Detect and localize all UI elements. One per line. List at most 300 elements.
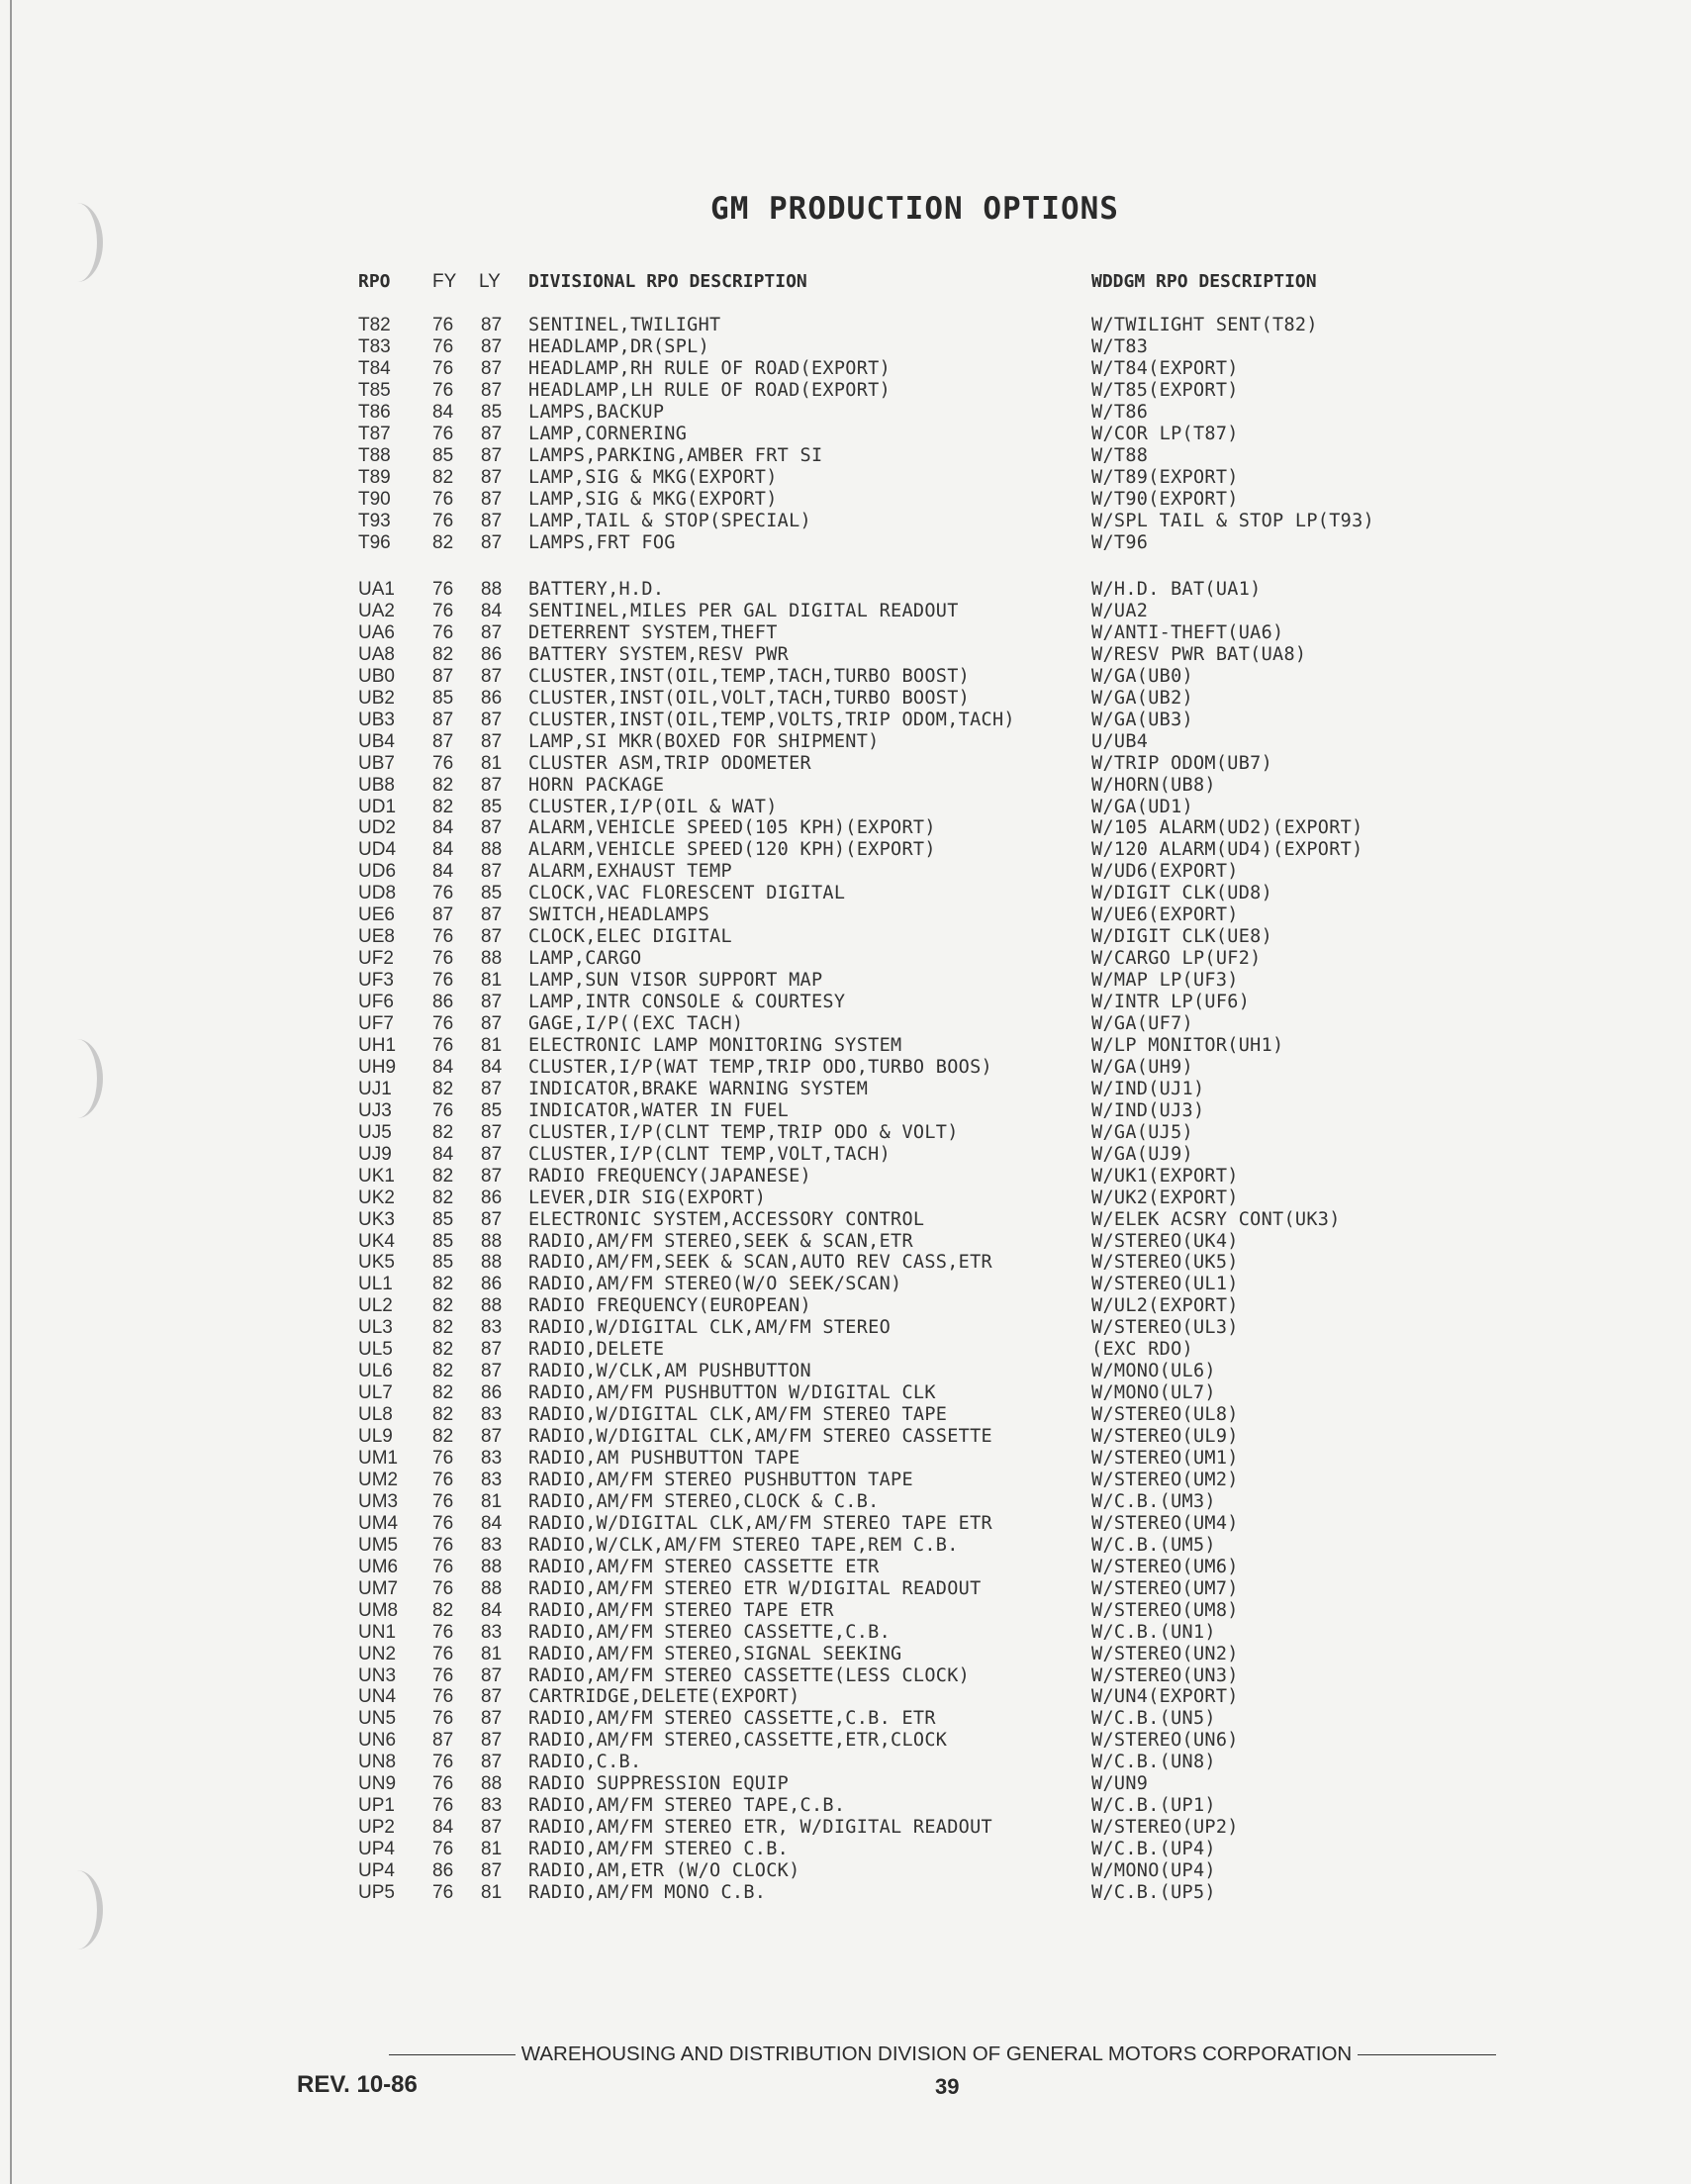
rpo-code: UB0 [358, 665, 395, 687]
rpo-code: UL8 [358, 1404, 393, 1426]
first-year: 82 [432, 643, 454, 665]
wddgm-description: W/C.B.(UN8) [1091, 1752, 1216, 1773]
divisional-description: SENTINEL,MILES PER GAL DIGITAL READOUT [528, 600, 959, 621]
last-year: 87 [481, 774, 503, 796]
first-year: 76 [432, 1512, 454, 1534]
first-year: 76 [432, 1013, 454, 1034]
wddgm-description: W/RESV PWR BAT(UA8) [1091, 643, 1307, 665]
table-row [0, 731, 1691, 753]
first-year: 76 [432, 1795, 454, 1817]
wddgm-description: W/STEREO(UL9) [1091, 1426, 1239, 1448]
divisional-description: INDICATOR,WATER IN FUEL [528, 1099, 790, 1121]
rpo-code: UH9 [358, 1056, 397, 1078]
wddgm-description: W/STEREO(UK5) [1091, 1252, 1239, 1274]
first-year: 82 [432, 1339, 454, 1361]
last-year: 87 [481, 379, 503, 401]
last-year: 87 [481, 335, 503, 357]
last-year: 85 [481, 401, 503, 423]
divisional-description: RADIO,W/DIGITAL CLK,AM/FM STEREO TAPE ETR [528, 1512, 992, 1534]
first-year: 84 [432, 839, 454, 861]
last-year: 87 [481, 1013, 503, 1034]
first-year: 76 [432, 752, 454, 774]
rpo-code: UA8 [358, 643, 395, 665]
last-year: 85 [481, 1099, 503, 1121]
rpo-code: T83 [358, 335, 391, 357]
rpo-code: UE6 [358, 904, 395, 926]
last-year: 86 [481, 1274, 503, 1295]
wddgm-description: W/UE6(EXPORT) [1091, 904, 1239, 926]
rpo-code: UP2 [358, 1817, 395, 1839]
rpo-code: UD8 [358, 883, 397, 904]
first-year: 76 [432, 883, 454, 904]
wddgm-description: W/UD6(EXPORT) [1091, 861, 1239, 883]
rpo-code: UA6 [358, 621, 395, 643]
wddgm-description: W/T83 [1091, 335, 1149, 357]
wddgm-description: W/GA(UB3) [1091, 709, 1193, 730]
table-row [0, 1557, 1691, 1578]
wddgm-description: W/GA(UB0) [1091, 665, 1193, 687]
last-year: 87 [481, 1708, 503, 1730]
table-row [0, 1470, 1691, 1491]
table-row [0, 992, 1691, 1013]
divisional-description: RADIO,DELETE [528, 1339, 665, 1361]
table-row [0, 380, 1691, 402]
last-year: 87 [481, 1860, 503, 1882]
first-year: 82 [432, 1382, 454, 1404]
table-row [0, 666, 1691, 688]
table-row [0, 1882, 1691, 1904]
first-year: 84 [432, 1143, 454, 1165]
last-year: 81 [481, 1839, 503, 1860]
last-year: 87 [481, 1664, 503, 1686]
footer-rule-right [1358, 2054, 1496, 2055]
wddgm-description: W/IND(UJ3) [1091, 1099, 1205, 1121]
rpo-code: UL1 [358, 1274, 393, 1295]
last-year: 88 [481, 1773, 503, 1795]
rpo-code: UK5 [358, 1252, 395, 1274]
last-year: 83 [481, 1404, 503, 1426]
rpo-code: UM3 [358, 1490, 399, 1512]
rpo-code: UB2 [358, 687, 395, 709]
first-year: 82 [432, 1599, 454, 1621]
wddgm-description: W/TWILIGHT SENT(T82) [1091, 315, 1318, 335]
rpo-code: T84 [358, 357, 391, 379]
table-row [0, 753, 1691, 775]
divisional-description: HEADLAMP,DR(SPL) [528, 335, 710, 357]
table-row [0, 1231, 1691, 1253]
last-year: 88 [481, 1556, 503, 1577]
rpo-code: UA2 [358, 600, 395, 621]
divisional-description: LAMPS,PARKING,AMBER FRT SI [528, 444, 823, 466]
last-year: 87 [481, 621, 503, 643]
divisional-description: ALARM,EXHAUST TEMP [528, 861, 732, 883]
last-year: 81 [481, 970, 503, 992]
wddgm-description: W/T96 [1091, 531, 1149, 553]
divisional-description: CLUSTER,INST(OIL,TEMP,VOLTS,TRIP ODOM,TACH) [528, 709, 1015, 730]
first-year: 85 [432, 1252, 454, 1274]
wddgm-description: W/UN4(EXPORT) [1091, 1686, 1239, 1708]
first-year: 76 [432, 488, 454, 510]
first-year: 84 [432, 861, 454, 883]
rpo-code: UK1 [358, 1165, 395, 1187]
table-row [0, 710, 1691, 731]
divisional-description: LAMP,SIG & MKG(EXPORT) [528, 466, 778, 488]
rpo-code: UN4 [358, 1686, 397, 1708]
wddgm-description: W/MONO(UP4) [1091, 1860, 1216, 1882]
rpo-code: UL6 [358, 1361, 393, 1382]
wddgm-description: W/GA(UJ9) [1091, 1143, 1193, 1165]
wddgm-description: W/120 ALARM(UD4)(EXPORT) [1091, 839, 1363, 861]
wddgm-description: W/STEREO(UN3) [1091, 1664, 1239, 1686]
first-year: 87 [432, 665, 454, 687]
divisional-description: CLUSTER ASM,TRIP ODOMETER [528, 752, 811, 774]
last-year: 84 [481, 1056, 503, 1078]
divisional-description: RADIO,W/DIGITAL CLK,AM/FM STEREO CASSETTE [528, 1426, 992, 1448]
divisional-description: HORN PACKAGE [528, 774, 665, 796]
wddgm-description: W/STEREO(UL1) [1091, 1274, 1239, 1295]
rpo-code: UJ1 [358, 1078, 392, 1099]
last-year: 87 [481, 488, 503, 510]
page-title: GM PRODUCTION OPTIONS [710, 191, 1119, 227]
last-year: 87 [481, 357, 503, 379]
table-row [0, 1578, 1691, 1600]
table-row [0, 1079, 1691, 1100]
divisional-description: RADIO,AM/FM STEREO C.B. [528, 1839, 790, 1860]
last-year: 87 [481, 730, 503, 752]
table-row [0, 445, 1691, 467]
table-row [0, 1773, 1691, 1795]
divisional-description: RADIO,W/DIGITAL CLK,AM/FM STEREO [528, 1317, 892, 1339]
wddgm-description: W/DIGIT CLK(UE8) [1091, 926, 1273, 948]
table-row [0, 579, 1691, 601]
wddgm-description: W/STEREO(UM6) [1091, 1556, 1239, 1577]
first-year: 76 [432, 1882, 454, 1903]
wddgm-description: W/T85(EXPORT) [1091, 379, 1239, 401]
table-row [0, 839, 1691, 861]
first-year: 76 [432, 335, 454, 357]
first-year: 84 [432, 1817, 454, 1839]
rpo-code: UD1 [358, 796, 397, 817]
rpo-code: UP4 [358, 1860, 395, 1882]
rpo-code: UL9 [358, 1426, 393, 1448]
rpo-code: UN5 [358, 1708, 397, 1730]
rpo-code: UN2 [358, 1643, 397, 1664]
first-year: 85 [432, 444, 454, 466]
last-year: 87 [481, 817, 503, 839]
divisional-description: SENTINEL,TWILIGHT [528, 315, 721, 335]
wddgm-description: W/STEREO(UP2) [1091, 1817, 1239, 1839]
wddgm-description: W/STEREO(UM1) [1091, 1448, 1239, 1469]
wddgm-description: W/STEREO(UK4) [1091, 1230, 1239, 1252]
table-row [0, 601, 1691, 622]
first-year: 76 [432, 510, 454, 531]
table-row [0, 1600, 1691, 1622]
wddgm-description: W/UA2 [1091, 600, 1149, 621]
first-year: 82 [432, 1078, 454, 1099]
table-row [0, 1665, 1691, 1687]
last-year: 87 [481, 466, 503, 488]
last-year: 87 [481, 1143, 503, 1165]
first-year: 87 [432, 1730, 454, 1752]
wddgm-description: W/GA(UF7) [1091, 1013, 1193, 1034]
table-row [0, 1426, 1691, 1448]
rpo-code: UM6 [358, 1556, 399, 1577]
last-year: 87 [481, 1730, 503, 1752]
first-year: 82 [432, 1274, 454, 1295]
divisional-description: RADIO,AM/FM STEREO,SIGNAL SEEKING [528, 1643, 902, 1664]
rpo-code: UA1 [358, 579, 395, 600]
first-year: 76 [432, 621, 454, 643]
wddgm-description: W/TRIP ODOM(UB7) [1091, 752, 1273, 774]
header-fy: FY [432, 271, 457, 292]
rpo-code: T93 [358, 510, 391, 531]
last-year: 87 [481, 926, 503, 948]
last-year: 84 [481, 1512, 503, 1534]
table-row [0, 1491, 1691, 1513]
rpo-code: UM8 [358, 1599, 399, 1621]
rpo-code: UF2 [358, 948, 394, 970]
table-row [0, 1686, 1691, 1708]
table-row [0, 883, 1691, 904]
table-row [0, 1795, 1691, 1817]
table-row [0, 1274, 1691, 1295]
rpo-code: UL3 [358, 1317, 393, 1339]
rpo-code: UN6 [358, 1730, 397, 1752]
last-year: 83 [481, 1534, 503, 1556]
table-row [0, 467, 1691, 489]
wddgm-description: W/SPL TAIL & STOP LP(T93) [1091, 510, 1374, 531]
table-row [0, 1100, 1691, 1122]
divisional-description: LAMP,SI MKR(BOXED FOR SHIPMENT) [528, 730, 880, 752]
footer-division-line [302, 2042, 1583, 2066]
table-row [0, 817, 1691, 839]
wddgm-description: W/C.B.(UP4) [1091, 1839, 1216, 1860]
wddgm-description: W/GA(UH9) [1091, 1056, 1193, 1078]
footer-rule-left [389, 2054, 516, 2055]
first-year: 76 [432, 1534, 454, 1556]
rpo-code: UB3 [358, 709, 395, 730]
last-year: 87 [481, 1426, 503, 1448]
divisional-description: ELECTRONIC SYSTEM,ACCESSORY CONTROL [528, 1208, 925, 1230]
rpo-code: UJ3 [358, 1099, 392, 1121]
table-row [0, 861, 1691, 883]
wddgm-description: W/STEREO(UM2) [1091, 1469, 1239, 1490]
first-year: 86 [432, 1860, 454, 1882]
first-year: 76 [432, 1839, 454, 1860]
last-year: 88 [481, 948, 503, 970]
header-rpo: RPO [358, 271, 391, 292]
table-row [0, 1382, 1691, 1404]
divisional-description: RADIO,W/DIGITAL CLK,AM/FM STEREO TAPE [528, 1404, 948, 1426]
table-row [0, 315, 1691, 336]
divisional-description: RADIO,AM/FM STEREO ETR, W/DIGITAL READOUT [528, 1817, 992, 1839]
rpo-code: T87 [358, 423, 391, 444]
last-year: 88 [481, 1295, 503, 1317]
rpo-code: T82 [358, 315, 391, 335]
divisional-description: RADIO,AM/FM STEREO,SEEK & SCAN,ETR [528, 1230, 913, 1252]
header-wddgm-description: WDDGM RPO DESCRIPTION [1091, 271, 1317, 292]
rpo-code: UH1 [358, 1034, 397, 1056]
last-year: 81 [481, 1034, 503, 1056]
rpo-code: T89 [358, 466, 391, 488]
first-year: 84 [432, 817, 454, 839]
rpo-code: UN1 [358, 1621, 397, 1643]
wddgm-description: W/T90(EXPORT) [1091, 488, 1239, 510]
divisional-description: ALARM,VEHICLE SPEED(120 KPH)(EXPORT) [528, 839, 936, 861]
divisional-description: LAMP,SUN VISOR SUPPORT MAP [528, 970, 823, 992]
first-year: 82 [432, 1361, 454, 1382]
first-year: 82 [432, 1426, 454, 1448]
rpo-code: UJ5 [358, 1121, 392, 1143]
first-year: 87 [432, 730, 454, 752]
divisional-description: CLOCK,ELEC DIGITAL [528, 926, 732, 948]
wddgm-description: W/C.B.(UP5) [1091, 1882, 1216, 1903]
table-row [0, 1317, 1691, 1339]
rpo-code: UF7 [358, 1013, 394, 1034]
first-year: 76 [432, 1752, 454, 1773]
first-year: 76 [432, 315, 454, 335]
first-year: 76 [432, 1448, 454, 1469]
wddgm-description: W/GA(UD1) [1091, 796, 1193, 817]
divisional-description: CLUSTER,INST(OIL,VOLT,TACH,TURBO BOOST) [528, 687, 971, 709]
wddgm-description: W/STEREO(UL3) [1091, 1317, 1239, 1339]
last-year: 86 [481, 1382, 503, 1404]
rpo-code: UB4 [358, 730, 395, 752]
first-year: 76 [432, 1577, 454, 1599]
divisional-description: RADIO FREQUENCY(JAPANESE) [528, 1165, 811, 1187]
first-year: 76 [432, 1469, 454, 1490]
table-row [0, 1708, 1691, 1730]
rpo-code: UP1 [358, 1795, 395, 1817]
table-row [0, 1144, 1691, 1166]
last-year: 81 [481, 752, 503, 774]
first-year: 76 [432, 1034, 454, 1056]
last-year: 87 [481, 665, 503, 687]
first-year: 76 [432, 1773, 454, 1795]
table-row [0, 1622, 1691, 1644]
first-year: 85 [432, 1230, 454, 1252]
wddgm-description: W/STEREO(UM7) [1091, 1577, 1239, 1599]
last-year: 87 [481, 1361, 503, 1382]
table-row [0, 1187, 1691, 1209]
divisional-description: INDICATOR,BRAKE WARNING SYSTEM [528, 1078, 869, 1099]
last-year: 83 [481, 1317, 503, 1339]
divisional-description: LAMP,CARGO [528, 948, 642, 970]
rpo-code: T85 [358, 379, 391, 401]
first-year: 76 [432, 579, 454, 600]
wddgm-description: W/STEREO(UN2) [1091, 1643, 1239, 1664]
divisional-description: LAMPS,BACKUP [528, 401, 665, 423]
wddgm-description: W/MAP LP(UF3) [1091, 970, 1239, 992]
divisional-description: RADIO,AM/FM STEREO,CLOCK & C.B. [528, 1490, 880, 1512]
first-year: 82 [432, 796, 454, 817]
first-year: 76 [432, 423, 454, 444]
table-row [0, 948, 1691, 970]
table-row [0, 1209, 1691, 1231]
table-row [0, 1361, 1691, 1382]
table-row [0, 797, 1691, 818]
last-year: 87 [481, 1165, 503, 1187]
last-year: 87 [481, 992, 503, 1013]
first-year: 85 [432, 687, 454, 709]
first-year: 82 [432, 1295, 454, 1317]
first-year: 76 [432, 1099, 454, 1121]
table-row [0, 970, 1691, 992]
first-year: 82 [432, 1121, 454, 1143]
divisional-description: LEVER,DIR SIG(EXPORT) [528, 1187, 767, 1208]
last-year: 88 [481, 1577, 503, 1599]
table-row [0, 358, 1691, 380]
wddgm-description: W/MONO(UL6) [1091, 1361, 1216, 1382]
first-year: 84 [432, 401, 454, 423]
wddgm-description: (EXC RDO) [1091, 1339, 1193, 1361]
first-year: 87 [432, 709, 454, 730]
header-ly: LY [479, 271, 501, 292]
divisional-description: RADIO,W/CLK,AM/FM STEREO TAPE,REM C.B. [528, 1534, 959, 1556]
wddgm-description: W/ANTI-THEFT(UA6) [1091, 621, 1284, 643]
rpo-code: UM4 [358, 1512, 399, 1534]
divisional-description: CLUSTER,I/P(CLNT TEMP,TRIP ODO & VOLT) [528, 1121, 959, 1143]
table-row [0, 1644, 1691, 1665]
last-year: 84 [481, 1599, 503, 1621]
rpo-code: UK4 [358, 1230, 395, 1252]
divisional-description: RADIO,W/CLK,AM PUSHBUTTON [528, 1361, 811, 1382]
table-row [0, 1839, 1691, 1860]
rpo-code: UF3 [358, 970, 394, 992]
table-row [0, 1513, 1691, 1535]
wddgm-description: W/LP MONITOR(UH1) [1091, 1034, 1284, 1056]
first-year: 82 [432, 1317, 454, 1339]
first-year: 76 [432, 926, 454, 948]
rpo-code: UL2 [358, 1295, 393, 1317]
first-year: 82 [432, 531, 454, 553]
rpo-code: UJ9 [358, 1143, 392, 1165]
table-row [0, 926, 1691, 948]
last-year: 81 [481, 1882, 503, 1903]
last-year: 87 [481, 1339, 503, 1361]
wddgm-description: W/C.B.(UM3) [1091, 1490, 1216, 1512]
divisional-description: DETERRENT SYSTEM,THEFT [528, 621, 778, 643]
wddgm-description: W/COR LP(T87) [1091, 423, 1239, 444]
first-year: 86 [432, 992, 454, 1013]
table-row [0, 622, 1691, 644]
wddgm-description: W/IND(UJ1) [1091, 1078, 1205, 1099]
rpo-code: UL7 [358, 1382, 393, 1404]
table-row [0, 489, 1691, 511]
divisional-description: CARTRIDGE,DELETE(EXPORT) [528, 1686, 800, 1708]
divisional-description: GAGE,I/P((EXC TACH) [528, 1013, 744, 1034]
divisional-description: RADIO,AM,ETR (W/O CLOCK) [528, 1860, 800, 1882]
rpo-code: UB7 [358, 752, 395, 774]
divisional-description: HEADLAMP,LH RULE OF ROAD(EXPORT) [528, 379, 892, 401]
wddgm-description: W/MONO(UL7) [1091, 1382, 1216, 1404]
last-year: 83 [481, 1448, 503, 1469]
rpo-code: UN8 [358, 1752, 397, 1773]
table-row [0, 1057, 1691, 1079]
divisional-description: HEADLAMP,RH RULE OF ROAD(EXPORT) [528, 357, 892, 379]
last-year: 83 [481, 1795, 503, 1817]
wddgm-description: W/HORN(UB8) [1091, 774, 1216, 796]
rpo-code: T86 [358, 401, 391, 423]
divisional-description: CLOCK,VAC FLORESCENT DIGITAL [528, 883, 846, 904]
last-year: 87 [481, 1121, 503, 1143]
divisional-description: ELECTRONIC LAMP MONITORING SYSTEM [528, 1034, 902, 1056]
table-row [0, 904, 1691, 926]
table-row [0, 688, 1691, 710]
wddgm-description: W/GA(UJ5) [1091, 1121, 1193, 1143]
rpo-code: T88 [358, 444, 391, 466]
wddgm-description: W/T84(EXPORT) [1091, 357, 1239, 379]
